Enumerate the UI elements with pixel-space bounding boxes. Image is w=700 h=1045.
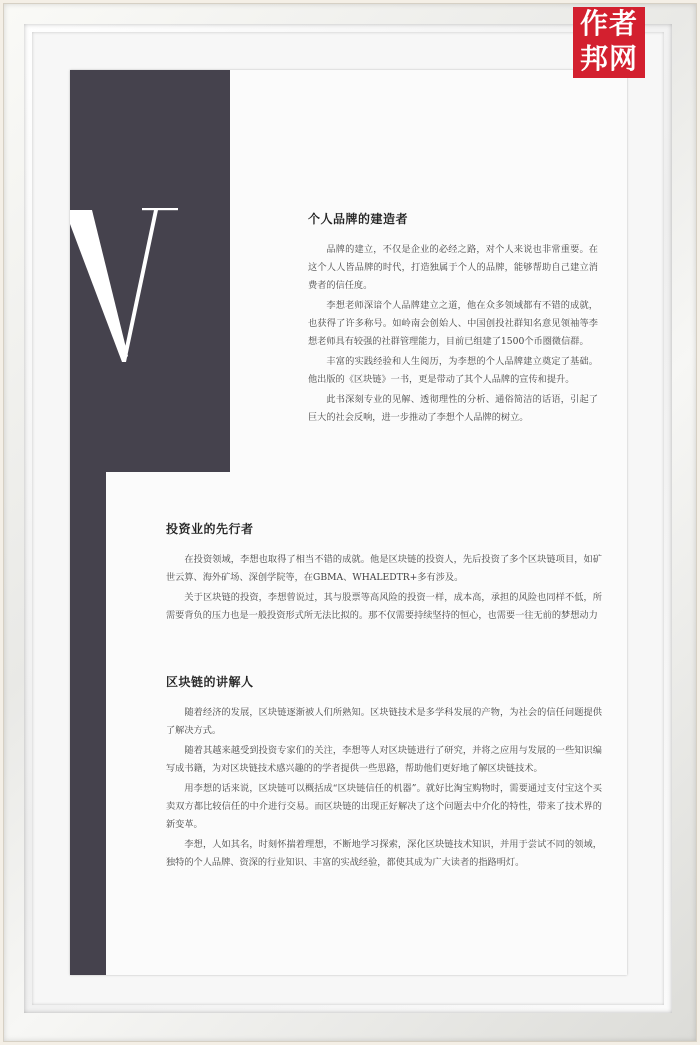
logo-line-2: 邦网 — [579, 42, 638, 75]
document-page — [70, 70, 627, 975]
logo-line-1: 作者 — [579, 7, 638, 40]
section-blockchain-explainer — [166, 673, 602, 874]
paragraph: 随着经济的发展，区块链逐渐被人们所熟知。区块链技术是多学科发展的产物，为社会的信任问题提供了解决方式。 — [166, 707, 602, 736]
dark-decor-strip — [70, 472, 106, 975]
paragraph: 李想，人如其名，时刻怀揣着理想，不断地学习探索，深化区块链技术知识，并用于尝试不同的领域，独特的个人品牌、资深的行业知识、丰富的实战经验，都使其成为广大读者的指路明灯。 — [166, 839, 602, 868]
paragraph: 品牌的建立，不仅是企业的必经之路，对个人来说也非常重要。在这个人人皆品牌的时代，打造独属于个人的品牌，能够帮助自己建立消费者的信任度。 — [308, 244, 598, 291]
paragraph: 用李想的话来说，区块链可以概括成“区块链信任的机器”。就好比淘宝购物时，需要通过支付宝这个买卖双方都比较信任的中介进行交易。而区块链的出现正好解决了这个问题去中介化的特性，带来了技术界的新变革。 — [166, 783, 602, 830]
section-title: 投资业的先行者 — [166, 522, 254, 536]
paragraph: 李想老师深谙个人品牌建立之道，他在众多领域都有不错的成就，也获得了许多称号。如岭南会创始人、中国创投社群知名意见领袖等李想老师具有较强的社群管理能力，目前已组建了1500个币圈微信群。 — [308, 300, 598, 347]
paragraph: 在投资领域，李想也取得了相当不错的成就。他是区块链的投资人，先后投资了多个区块链项目，如矿世云算、海外矿场、深创学院等，在GBMA、WHALEDTR+多有涉及。 — [166, 554, 602, 583]
paragraph: 此书深刻专业的见解、透彻理性的分析、通俗简洁的话语，引起了巨大的社会反响，进一步推动了李想个人品牌的树立。 — [308, 394, 598, 423]
section-investment-pioneer — [166, 520, 602, 627]
paragraph: 丰富的实践经验和人生阅历，为李想的个人品牌建立奠定了基础。他出版的《区块链》一书，更是带动了其个人品牌的宣传和提升。 — [308, 356, 598, 385]
paragraph: 随着其越来越受到投资专家们的关注，李想等人对区块链进行了研究，并将之应用与发展的一些知识编写成书籍，为对区块链技术感兴趣的的学者提供一些思路，帮助他们更好地了解区块链技术。 — [166, 745, 602, 774]
section-title: 区块链的讲解人 — [166, 675, 254, 689]
section-personal-brand — [308, 210, 598, 429]
paragraph: 关于区块链的投资，李想曾说过，其与股票等高风险的投资一样，成本高，承担的风险也同样不低，所需要背负的压力也是一般投资形式所无法比拟的。那不仅需要持续坚持的恒心，也需要一往无前的梦想动力 — [166, 592, 602, 621]
section-title: 个人品牌的建造者 — [308, 212, 409, 226]
big-letter-v — [70, 206, 182, 362]
site-logo — [573, 7, 645, 78]
